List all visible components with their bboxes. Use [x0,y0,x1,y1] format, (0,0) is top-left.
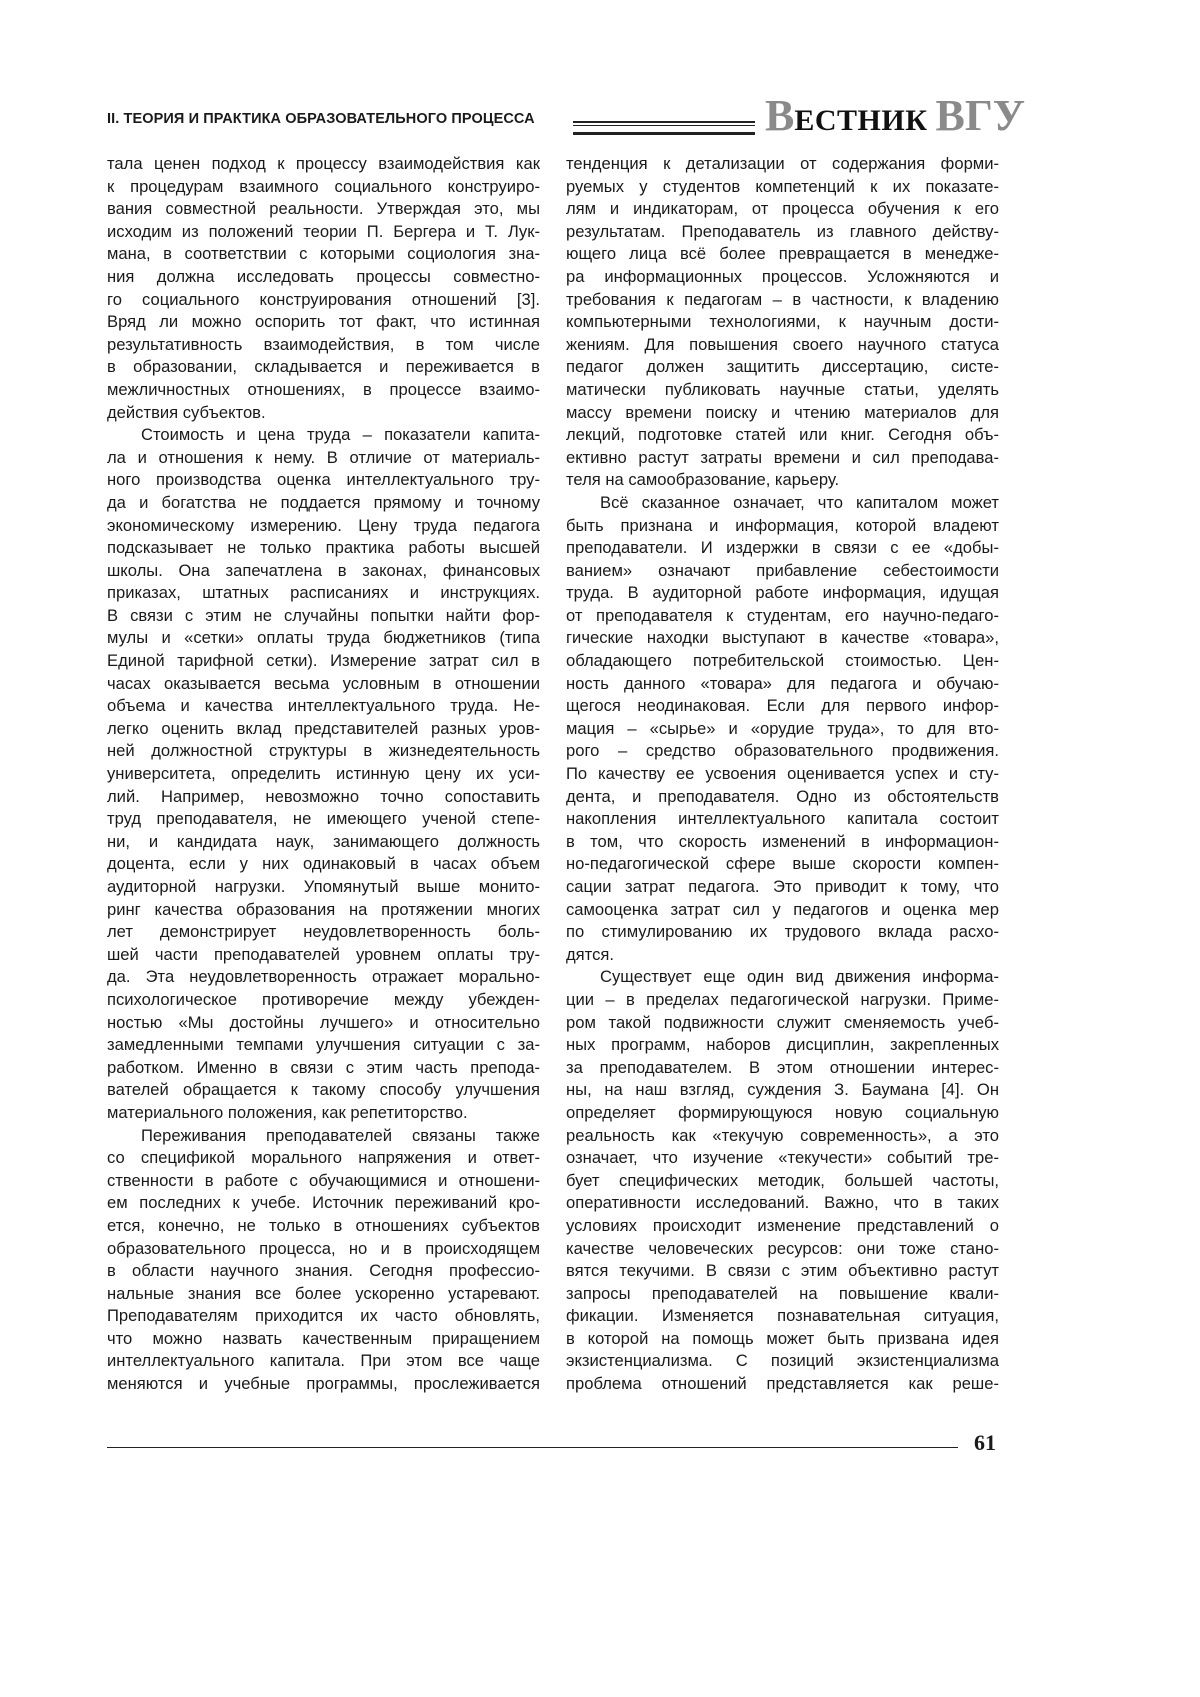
journal-logo [765,94,1025,138]
text-line: со спецификой морального напряжения и ответ- [107,1147,540,1170]
text-line: вателей обращается к такому способу улучшения [107,1079,540,1102]
text-line: замедленными темпами улучшения ситуации с за- [107,1034,540,1057]
text-line: требования к педагогам – в частности, к владению [566,289,999,312]
text-line: в области научного знания. Сегодня профессио- [107,1260,540,1283]
text-line: щегося неодинаковая. Если для первого инфор- [566,695,999,718]
text-line: да и богатства не поддается прямому и точному [107,492,540,515]
text-line: массу времени поиску и чтению материалов для [566,402,999,425]
text-line: тенденция к детализации от содержания форми- [566,153,999,176]
text-line: гические находки выступают в качестве «товара», [566,627,999,650]
text-line: от преподавателя к студентам, его научно-педаго- [566,605,999,628]
text-line: определяет формирующуюся новую социальную [566,1102,999,1125]
text-line: руемых у студентов компетенций к их показате- [566,176,999,199]
text-line: шей части преподавателей уровнем оплаты тру- [107,944,540,967]
text-line: условиях происходит изменение представлений о [566,1215,999,1238]
text-line: ем последних к учебе. Источник переживаний кро- [107,1192,540,1215]
text-line: интеллектуального капитала. При этом все чаще [107,1350,540,1373]
text-line: труда. В аудиторной работе информация, идущая [566,582,999,605]
text-line: проблема отношений представляется как реше- [566,1373,999,1396]
text-line: объема и качества интеллектуального труда. Не- [107,695,540,718]
text-line: самооценка затрат сил у педагогов и оценка мер [566,899,999,922]
header-rule [573,121,755,135]
text-line: ностью «Мы достойны лучшего» и относительно [107,1012,540,1035]
text-line: межличностных отношениях, в процессе взаимо- [107,379,540,402]
text-line: го социального конструирования отношений [3]. [107,289,540,312]
text-line: В связи с этим не случайны попытки найти фор- [107,605,540,628]
text-line: ла и отношения к нему. В отличие от материаль- [107,447,540,470]
text-line: в том, что скорость изменений в информацион- [566,831,999,854]
text-line: мация – «сырье» и «орудие труда», то для вто- [566,718,999,741]
text-line: вания совместной реальности. Утверждая это, мы [107,198,540,221]
text-line: педагог должен защитить диссертацию, систе- [566,356,999,379]
text-line: жениям. Для повышения своего научного статуса [566,334,999,357]
text-line: Всё сказанное означает, что капиталом может [566,492,999,515]
text-line: университета, определить истинную цену их уси- [107,763,540,786]
logo-abbr: ВГУ [935,91,1025,140]
text-column-left [107,153,540,1396]
text-line: ванием» означают прибавление себестоимости [566,560,999,583]
text-line: психологическое противоречие между убежден- [107,989,540,1012]
text-line: в образовании, складывается и переживается в [107,356,540,379]
text-line: меняются и учебные программы, прослеживается [107,1373,540,1396]
text-line: ней должностной структуры в жизнедеятельность [107,740,540,763]
text-line: школы. Она запечатлена в законах, финансовых [107,560,540,583]
text-line: лет демонстрирует неудовлетворенность боль- [107,921,540,944]
text-line: Переживания преподавателей связаны также [107,1125,540,1148]
text-line: но-педагогической сфере выше скорости компен- [566,853,999,876]
text-line: в которой на помощь может быть призвана идея [566,1328,999,1351]
text-line: материального положения, как репетиторство. [107,1102,540,1125]
text-line: экзистенциализма. С позиций экзистенциализма [566,1350,999,1373]
text-line: лий. Например, невозможно точно сопоставить [107,786,540,809]
text-line: теля на самообразование, карьеру. [566,469,999,492]
text-line: вятся текучими. В связи с этим объективно растут [566,1260,999,1283]
text-line: результатам. Преподаватель из главного действу- [566,221,999,244]
text-column-right [566,153,999,1396]
text-line: ния должна исследовать процессы совместно- [107,266,540,289]
text-line: мулы и «сетки» оплаты труда бюджетников (типа [107,627,540,650]
text-line: приказах, штатных расписаниях и инструкциях. [107,582,540,605]
logo-first-letter: В [765,91,794,140]
text-line: ции – в пределах педагогической нагрузки. Приме- [566,989,999,1012]
text-line: обладающего потребительской стоимостью. Цен- [566,650,999,673]
text-line: действия субъектов. [107,402,540,425]
text-line: запросы преподавателей на повышение квали- [566,1283,999,1306]
text-line: матически публиковать научные статьи, уделять [566,379,999,402]
text-line: легко оценить вклад представителей разных уров- [107,718,540,741]
text-line: по стимулированию их трудового вклада расхо- [566,921,999,944]
text-line: ного производства оценка интеллектуального тру- [107,469,540,492]
text-line: труд преподавателя, не имеющего ученой степе- [107,808,540,831]
text-line: мана, в соответствии с которыми социология зна- [107,243,540,266]
text-line: качестве человеческих ресурсов: они тоже стано- [566,1238,999,1261]
text-line: ность данного «товара» для педагога и обучаю- [566,673,999,696]
text-line: что можно назвать качественным приращением [107,1328,540,1351]
text-line: ра информационных процессов. Усложняются и [566,266,999,289]
text-line: дента, и преподавателя. Одно из обстоятельств [566,786,999,809]
text-line: тала ценен подход к процессу взаимодействия как [107,153,540,176]
text-line: часах оказывается весьма условным в отношении [107,673,540,696]
text-line: рого – средство образовательного продвижения. [566,740,999,763]
text-line: работком. Именно в связи с этим часть препода- [107,1057,540,1080]
text-line: быть признана и информация, которой владеют [566,515,999,538]
text-line: Вряд ли можно оспорить тот факт, что истинная [107,311,540,334]
text-line: ром такой подвижности служит сменяемость учеб- [566,1012,999,1035]
text-line: Единой тарифной сетки). Измерение затрат сил в [107,650,540,673]
text-line: преподаватели. И издержки в связи с ее «добы- [566,537,999,560]
text-line: Стоимость и цена труда – показатели капита- [107,424,540,447]
text-line: По качеству ее усвоения оценивается успех и сту- [566,763,999,786]
text-line: к процедурам взаимного социального конструиро- [107,176,540,199]
text-line: сации затрат педагога. Это приводит к тому, что [566,876,999,899]
text-line: лекций, подготовке статей или книг. Сегодня объ- [566,424,999,447]
text-line: бует специфических методик, большей частоты, [566,1170,999,1193]
text-line: ективно растут затраты времени и сил преподава- [566,447,999,470]
footer-rule [107,1447,958,1448]
text-line: исходим из положений теории П. Бергера и Т. Лук- [107,221,540,244]
text-line: да. Эта неудовлетворенность отражает морально- [107,966,540,989]
section-title: II. ТЕОРИЯ И ПРАКТИКА ОБРАЗОВАТЕЛЬНОГО ПРОЦЕССА [107,111,535,127]
text-line: ющего лица всё более превращается в менедже- [566,243,999,266]
text-line: означает, что изучение «текучести» событий тре- [566,1147,999,1170]
text-line: компьютерными технологиями, к научным дости- [566,311,999,334]
text-line: реальность как «текучую современность», а это [566,1125,999,1148]
text-line: ных программ, наборов дисциплин, закрепленных [566,1034,999,1057]
text-line: лям и индикаторам, от процесса обучения к его [566,198,999,221]
text-line: ни, и кандидата наук, занимающего должность [107,831,540,854]
text-line: за преподавателем. В этом отношении интерес- [566,1057,999,1080]
text-line: Преподавателям приходится их часто обновлять, [107,1305,540,1328]
text-line: экономическому измерению. Цену труда педагога [107,515,540,538]
text-line: ственности в работе с обучающимися и отношени- [107,1170,540,1193]
text-line: подсказывает не только практика работы высшей [107,537,540,560]
text-line: результативность взаимодействия, в том числе [107,334,540,357]
text-line: образовательного процесса, но и в происходящем [107,1238,540,1261]
text-line: нальные знания все более ускоренно устаревают. [107,1283,540,1306]
text-line: ется, конечно, не только в отношениях субъектов [107,1215,540,1238]
text-line: оперативности исследований. Важно, что в таких [566,1192,999,1215]
text-line: Существует еще один вид движения информа- [566,966,999,989]
text-line: доцента, если у них одинаковый в часах объем [107,853,540,876]
text-line: аудиторной нагрузки. Упомянутый выше монито- [107,876,540,899]
text-line: накопления интеллектуального капитала состоит [566,808,999,831]
text-line: ринг качества образования на протяжении многих [107,899,540,922]
logo-rest: ЕСТНИК [794,104,927,137]
text-line: фикации. Изменяется познавательная ситуация, [566,1305,999,1328]
page-number: 61 [974,1430,996,1456]
text-line: ны, на наш взгляд, суждения З. Баумана [4]. Он [566,1079,999,1102]
text-line: дятся. [566,944,999,967]
